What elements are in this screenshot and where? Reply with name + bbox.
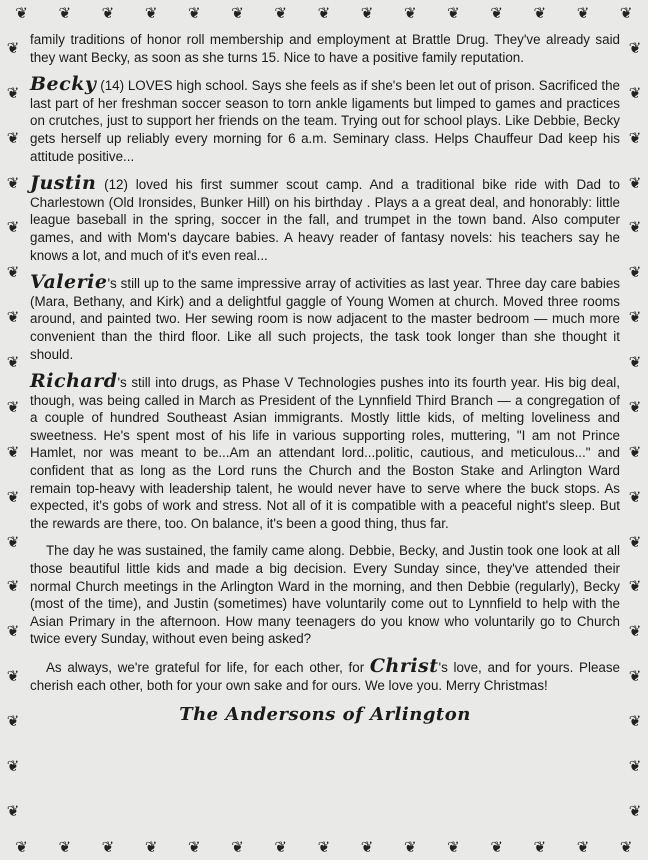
holly-leaf-icon: ❦	[6, 39, 20, 57]
valerie-name: Valerie	[30, 271, 108, 294]
holly-leaf-icon: ❦	[15, 4, 28, 22]
holly-leaf-icon: ❦	[576, 838, 590, 856]
holly-leaf-icon: ❦	[447, 4, 460, 22]
holly-leaf-icon: ❦	[6, 309, 20, 327]
holly-leaf-icon: ❦	[619, 838, 633, 856]
holly-leaf-icon: ❦	[6, 757, 20, 775]
intro-paragraph: family traditions of honor roll membership and employment at Brattle Drug. They've already said they want Becky, as soon as she turns 15. Nice to have a positive family reputation.	[30, 32, 620, 65]
holly-leaf-icon: ❦	[6, 668, 20, 686]
holly-leaf-icon: ❦	[628, 264, 642, 282]
holly-leaf-icon: ❦	[628, 174, 642, 192]
holly-leaf-icon: ❦	[628, 129, 642, 147]
border-top	[0, 0, 648, 26]
holly-leaf-icon: ❦	[628, 354, 642, 372]
signature: The Andersons of Arlington	[179, 704, 471, 726]
sustained-paragraph: The day he was sustained, the family came along. Debbie, Becky, and Justin took one look at all those beautiful little kids and made a big decision. Every Sunday since, they've attended their normal Church meetings in the Arlington Ward in the morning, and then Debbie (regularly), Becky (most of the time), and Justin (sometimes) have voluntarily come out to Lynnfield to help with the Asian Primary in the afternoon. How many teenagers do you know who voluntarily go to Church twice every Sunday, without even being asked?	[30, 543, 620, 647]
holly-leaf-icon: ❦	[628, 668, 642, 686]
holly-leaf-icon: ❦	[188, 4, 201, 22]
holly-leaf-icon: ❦	[628, 623, 642, 641]
holly-leaf-icon: ❦	[6, 802, 20, 820]
holly-leaf-icon: ❦	[360, 4, 374, 22]
holly-leaf-icon: ❦	[628, 398, 642, 416]
letter-body	[30, 31, 620, 724]
holly-leaf-icon: ❦	[6, 488, 20, 506]
richard-text: 's still into drugs, as Phase V Technologies pushes into its fourth year. His big deal, though, was being called in March as President of the Lynnfield Third Branch — a congregation of a couple of hundred Southeast Asian immigrants. Mostly little kids, of melting loveliness and sweetness. He's spent most of his life in various supporting roles, muttering, "I am not Prince Hamlet, nor was meant to be...Am an attendant lord...politic, cautious, and meticulous..." and confident that as long as the Lord runs the Church and the Boston Stake and Arlington Ward remain top-heavy with leadership talent, he would never have to serve where the buck stops. As expected, it's gobs of work and stress. Not all of it is compatible with a peaceful night's sleep. But the rewards are there, too. On balance, it's been a good thing, thus far.	[30, 375, 620, 531]
holly-leaf-icon: ❦	[628, 309, 642, 327]
holly-leaf-icon: ❦	[490, 4, 503, 22]
holly-leaf-icon: ❦	[628, 84, 642, 102]
holly-leaf-icon: ❦	[6, 219, 20, 237]
justin-paragraph	[30, 172, 620, 264]
becky-name: Becky	[30, 73, 97, 96]
holly-leaf-icon: ❦	[6, 354, 20, 372]
holly-leaf-icon: ❦	[101, 838, 115, 856]
holly-leaf-icon: ❦	[231, 4, 244, 22]
holly-leaf-icon: ❦	[6, 398, 20, 416]
holly-leaf-icon: ❦	[144, 838, 158, 856]
holly-leaf-icon: ❦	[490, 838, 503, 856]
holly-leaf-icon: ❦	[628, 802, 642, 820]
holly-leaf-icon: ❦	[317, 838, 331, 856]
closing-after: 's love, and for yours. Please cherish each other, both for your own sake and for ours. We love you. Merry Christmas!	[30, 660, 620, 693]
closing-paragraph	[30, 655, 620, 694]
holly-leaf-icon: ❦	[403, 4, 417, 22]
holly-leaf-icon: ❦	[6, 533, 20, 551]
border-left	[0, 26, 26, 834]
holly-leaf-icon: ❦	[6, 713, 20, 731]
holly-leaf-icon: ❦	[58, 4, 72, 22]
holly-leaf-icon: ❦	[533, 4, 547, 22]
holly-leaf-icon: ❦	[6, 174, 20, 192]
valerie-paragraph	[30, 271, 620, 363]
holly-leaf-icon: ❦	[6, 578, 20, 596]
holly-leaf-icon: ❦	[628, 757, 642, 775]
holly-leaf-icon: ❦	[188, 838, 201, 856]
valerie-text: 's still up to the same impressive array of activities as last year. Three day care babies (Mara, Bethany, and Kirk) and a delightful gaggle of Young Women at church. Moved three rooms around, and painted two. Her sewing room is now adjacent to the master bedroom — much more convenient than the third floor. Like all such projects, the task took longer than she thought it should.	[30, 276, 620, 362]
holly-leaf-icon: ❦	[15, 838, 28, 856]
richard-name: Richard	[30, 370, 118, 393]
holly-leaf-icon: ❦	[628, 533, 642, 551]
border-right	[622, 26, 648, 834]
holly-leaf-icon: ❦	[628, 219, 642, 237]
holly-leaf-icon: ❦	[576, 4, 590, 22]
border-bottom	[0, 834, 648, 860]
richard-paragraph	[30, 370, 620, 532]
holly-leaf-icon: ❦	[274, 4, 287, 22]
closing-before: As always, we're grateful for life, for each other, for	[46, 660, 370, 675]
holly-leaf-icon: ❦	[231, 838, 244, 856]
holly-leaf-icon: ❦	[628, 443, 642, 461]
becky-paragraph	[30, 73, 620, 165]
holly-leaf-icon: ❦	[6, 623, 20, 641]
holly-leaf-icon: ❦	[628, 713, 642, 731]
holly-leaf-icon: ❦	[628, 488, 642, 506]
holly-leaf-icon: ❦	[628, 39, 642, 57]
justin-text: (12) loved his first summer scout camp. And a traditional bike ride with Dad to Charlestown (Old Ironsides, Bunker Hill) on his birthday . Plays a a great deal, and honorably: little league baseball in the spring, soccer in the fall, and trumpet in the town band. Also computer games, and with Mom's daycare babies. A heavy reader of fantasy novels: his teachers say he knows a lot, and much of it's even real...	[30, 177, 620, 263]
holly-leaf-icon: ❦	[6, 264, 20, 282]
becky-text: (14) LOVES high school. Says she feels as if she's been let out of prison. Sacrificed the last part of her freshman soccer season to torn ankle ligaments but limped to games and practices on crutches, just to support her friends on the team. Trying out for school plays. Like Debbie, Becky gets herself up reliably every morning for 6 a.m. Seminary class. Helps Chauffeur Dad keep his attitude positive...	[30, 78, 620, 164]
justin-name: Justin	[30, 172, 97, 195]
holly-leaf-icon: ❦	[6, 129, 20, 147]
holly-leaf-icon: ❦	[619, 4, 633, 22]
holly-leaf-icon: ❦	[533, 838, 547, 856]
holly-leaf-icon: ❦	[447, 838, 460, 856]
holly-leaf-icon: ❦	[144, 4, 158, 22]
holly-leaf-icon: ❦	[101, 4, 115, 22]
holly-leaf-icon: ❦	[628, 578, 642, 596]
holly-leaf-icon: ❦	[274, 838, 287, 856]
holly-leaf-icon: ❦	[403, 838, 417, 856]
holly-leaf-icon: ❦	[360, 838, 374, 856]
christ-name: Christ	[369, 655, 439, 677]
holly-leaf-icon: ❦	[6, 84, 20, 102]
holly-leaf-icon: ❦	[317, 4, 331, 22]
holly-leaf-icon: ❦	[58, 838, 72, 856]
holly-leaf-icon: ❦	[6, 443, 20, 461]
